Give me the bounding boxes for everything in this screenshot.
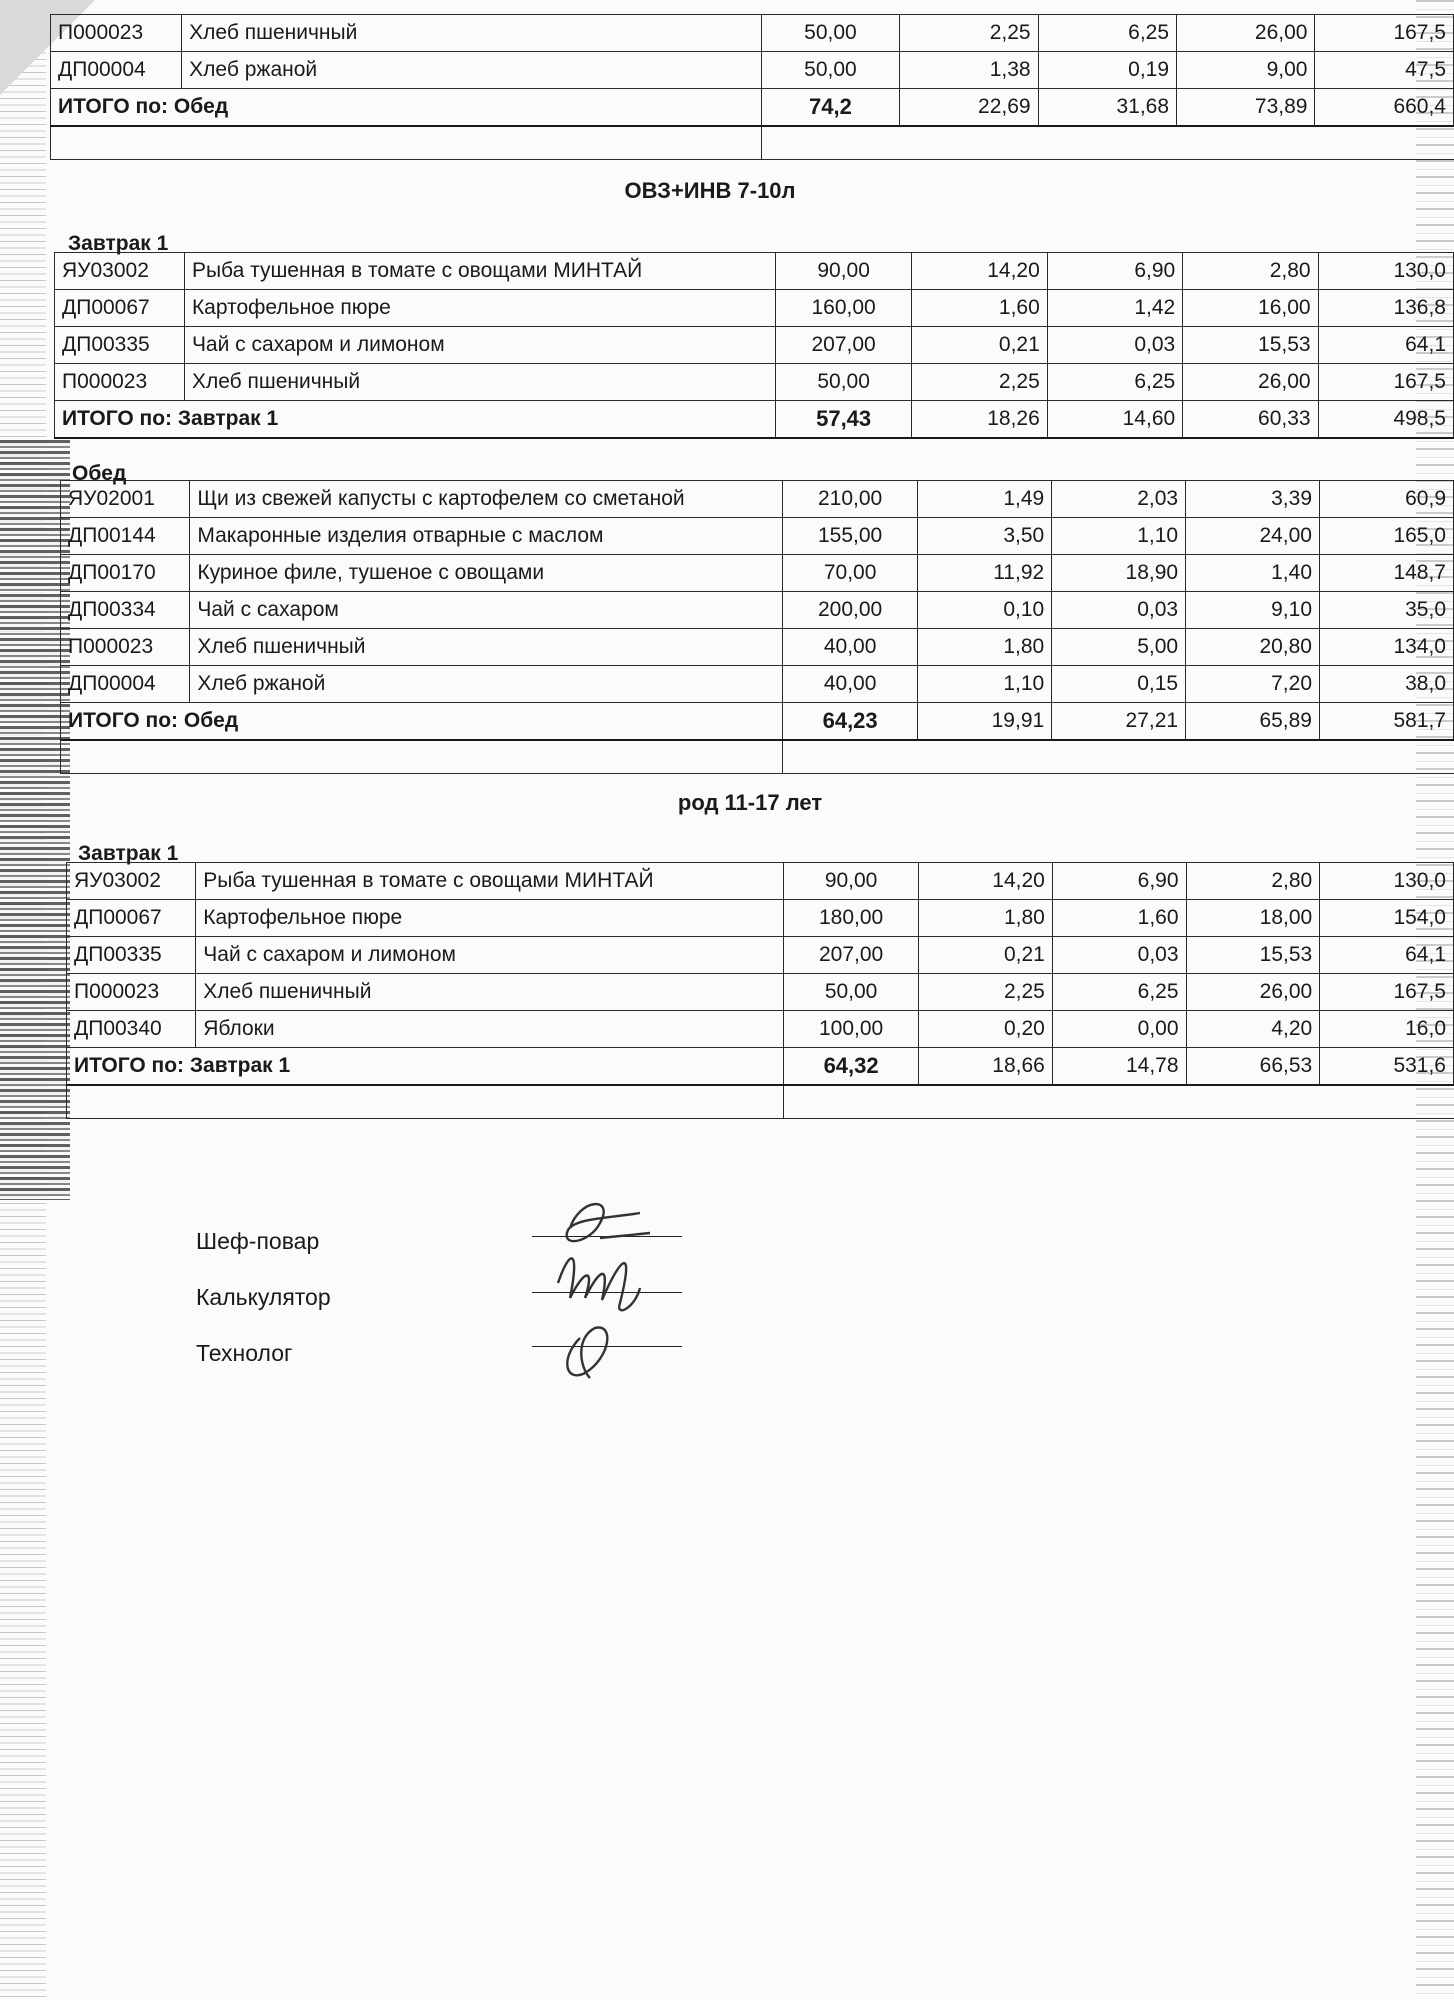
- fat-value: 0,03: [1047, 327, 1182, 364]
- table-row: [55, 290, 1454, 327]
- fat-value: 1,42: [1047, 290, 1182, 327]
- weight-value: 50,00: [775, 364, 912, 401]
- protein-value: 1,38: [900, 52, 1038, 89]
- item-name: Картофельное пюре: [196, 900, 784, 937]
- energy-value: 134,0: [1320, 629, 1454, 666]
- energy-value: 35,0: [1320, 592, 1454, 629]
- energy-value: 167,5: [1320, 974, 1454, 1011]
- protein-value: 14,20: [912, 253, 1047, 290]
- weight-value: 50,00: [761, 52, 899, 89]
- weight-value: 90,00: [775, 253, 912, 290]
- table-row: [67, 1011, 1454, 1048]
- table-row: [61, 481, 1454, 518]
- item-name: Чай с сахаром и лимоном: [184, 327, 775, 364]
- fat-value: 6,90: [1047, 253, 1182, 290]
- energy-value: 136,8: [1318, 290, 1453, 327]
- item-name: Чай с сахаром и лимоном: [196, 937, 784, 974]
- table-row: [61, 555, 1454, 592]
- carbs-value: 7,20: [1186, 666, 1320, 703]
- table-section2-lunch: [60, 480, 1454, 774]
- item-name: Хлеб пшеничный: [182, 15, 762, 52]
- weight-value: 155,00: [782, 518, 917, 555]
- energy-value: 130,0: [1320, 863, 1454, 900]
- section-title: ОВЗ+ИНВ 7-10л: [624, 178, 796, 203]
- fat-value: 1,60: [1052, 900, 1186, 937]
- carbs-value: 9,00: [1177, 52, 1315, 89]
- fat-value: 2,03: [1052, 481, 1186, 518]
- protein-value: 11,92: [918, 555, 1052, 592]
- protein-value: 1,80: [918, 629, 1052, 666]
- energy-value: 64,1: [1318, 327, 1453, 364]
- fat-value: 6,25: [1038, 15, 1176, 52]
- carbs-value: 26,00: [1183, 364, 1318, 401]
- total-row: [55, 401, 1454, 439]
- signature-label-calculator: Калькулятор: [196, 1284, 331, 1310]
- empty-cell: [61, 740, 783, 774]
- empty-cell: [67, 1085, 784, 1119]
- total-protein: 22,69: [900, 89, 1038, 127]
- empty-cell: [784, 1085, 1454, 1119]
- fat-value: 18,90: [1052, 555, 1186, 592]
- total-row: [51, 89, 1454, 127]
- item-name: Чай с сахаром: [190, 592, 783, 629]
- protein-value: 0,21: [919, 937, 1053, 974]
- item-name: Хлеб пшеничный: [196, 974, 784, 1011]
- handwritten-signatures: [540, 1188, 690, 1388]
- weight-value: 40,00: [782, 666, 917, 703]
- table-section3-breakfast: [66, 862, 1454, 1119]
- energy-value: 148,7: [1320, 555, 1454, 592]
- energy-value: 167,5: [1318, 364, 1453, 401]
- item-name: Рыба тушенная в томате с овощами МИНТАЙ: [184, 253, 775, 290]
- table-row: [55, 253, 1454, 290]
- carbs-value: 9,10: [1186, 592, 1320, 629]
- protein-value: 2,25: [919, 974, 1053, 1011]
- total-label: ИТОГО по: Обед: [51, 89, 762, 127]
- carbs-value: 26,00: [1177, 15, 1315, 52]
- total-row: [61, 703, 1454, 741]
- total-weight: 64,32: [784, 1048, 919, 1086]
- item-code: ДП00004: [51, 52, 182, 89]
- table-row: [67, 974, 1454, 1011]
- protein-value: 1,49: [918, 481, 1052, 518]
- item-code: ДП00335: [55, 327, 185, 364]
- item-name: Хлеб ржаной: [190, 666, 783, 703]
- item-name: Яблоки: [196, 1011, 784, 1048]
- carbs-value: 16,00: [1183, 290, 1318, 327]
- protein-value: 0,10: [918, 592, 1052, 629]
- table-row: [67, 863, 1454, 900]
- menu-table: [50, 14, 1454, 160]
- total-energy: 581,7: [1320, 703, 1454, 741]
- carbs-value: 15,53: [1183, 327, 1318, 364]
- total-protein: 18,26: [912, 401, 1047, 439]
- total-fat: 14,78: [1052, 1048, 1186, 1086]
- total-weight: 57,43: [775, 401, 912, 439]
- carbs-value: 24,00: [1186, 518, 1320, 555]
- energy-value: 16,0: [1320, 1011, 1454, 1048]
- carbs-value: 18,00: [1186, 900, 1320, 937]
- fat-value: 6,25: [1047, 364, 1182, 401]
- total-protein: 18,66: [919, 1048, 1053, 1086]
- item-code: ДП00067: [67, 900, 196, 937]
- total-carbs: 65,89: [1186, 703, 1320, 741]
- menu-table: [60, 480, 1454, 774]
- item-code: ДП00340: [67, 1011, 196, 1048]
- carbs-value: 1,40: [1186, 555, 1320, 592]
- weight-value: 200,00: [782, 592, 917, 629]
- meal-title: Обед: [72, 462, 127, 485]
- table-row: [61, 666, 1454, 703]
- item-code: ЯУ03002: [55, 253, 185, 290]
- total-fat: 27,21: [1052, 703, 1186, 741]
- signature-label-chef: Шеф-повар: [196, 1228, 320, 1254]
- item-code: ДП00004: [61, 666, 190, 703]
- signature-calculator: [558, 1258, 640, 1310]
- empty-row: [51, 126, 1454, 160]
- menu-table: [54, 252, 1454, 439]
- empty-cell: [782, 740, 1453, 774]
- total-label: ИТОГО по: Обед: [61, 703, 783, 741]
- signature-label-technologist: Технолог: [196, 1340, 293, 1366]
- weight-value: 207,00: [775, 327, 912, 364]
- total-energy: 660,4: [1315, 89, 1454, 127]
- total-fat: 31,68: [1038, 89, 1176, 127]
- weight-value: 70,00: [782, 555, 917, 592]
- total-protein: 19,91: [918, 703, 1052, 741]
- protein-value: 0,21: [912, 327, 1047, 364]
- total-label: ИТОГО по: Завтрак 1: [67, 1048, 784, 1086]
- item-name: Хлеб пшеничный: [184, 364, 775, 401]
- total-carbs: 66,53: [1186, 1048, 1320, 1086]
- carbs-value: 2,80: [1186, 863, 1320, 900]
- empty-row: [67, 1085, 1454, 1119]
- item-code: ДП00067: [55, 290, 185, 327]
- fat-value: 0,03: [1052, 937, 1186, 974]
- table-block-1: [50, 14, 1454, 160]
- carbs-value: 2,80: [1183, 253, 1318, 290]
- total-fat: 14,60: [1047, 401, 1182, 439]
- fat-value: 1,10: [1052, 518, 1186, 555]
- table-row: [51, 15, 1454, 52]
- energy-value: 130,0: [1318, 253, 1453, 290]
- fat-value: 5,00: [1052, 629, 1186, 666]
- table-row: [61, 518, 1454, 555]
- menu-table: [66, 862, 1454, 1119]
- total-weight: 64,23: [782, 703, 917, 741]
- item-name: Хлеб ржаной: [182, 52, 762, 89]
- table-row: [67, 937, 1454, 974]
- fat-value: 0,00: [1052, 1011, 1186, 1048]
- item-name: Макаронные изделия отварные с маслом: [190, 518, 783, 555]
- carbs-value: 20,80: [1186, 629, 1320, 666]
- item-code: ДП00144: [61, 518, 190, 555]
- weight-value: 40,00: [782, 629, 917, 666]
- empty-cell: [51, 126, 762, 160]
- fat-value: 0,15: [1052, 666, 1186, 703]
- fat-value: 0,19: [1038, 52, 1176, 89]
- table-row: [55, 327, 1454, 364]
- empty-row: [61, 740, 1454, 774]
- item-code: П000023: [51, 15, 182, 52]
- protein-value: 1,80: [919, 900, 1053, 937]
- energy-value: 47,5: [1315, 52, 1454, 89]
- weight-value: 180,00: [784, 900, 919, 937]
- item-code: ЯУ02001: [61, 481, 190, 518]
- item-code: ДП00334: [61, 592, 190, 629]
- item-code: ДП00335: [67, 937, 196, 974]
- protein-value: 0,20: [919, 1011, 1053, 1048]
- item-code: П000023: [55, 364, 185, 401]
- fat-value: 6,90: [1052, 863, 1186, 900]
- protein-value: 1,10: [918, 666, 1052, 703]
- total-row: [67, 1048, 1454, 1086]
- signature-technologist: [567, 1328, 607, 1378]
- carbs-value: 4,20: [1186, 1011, 1320, 1048]
- table-row: [61, 629, 1454, 666]
- protein-value: 2,25: [900, 15, 1038, 52]
- fat-value: 6,25: [1052, 974, 1186, 1011]
- protein-value: 1,60: [912, 290, 1047, 327]
- item-name: Хлеб пшеничный: [190, 629, 783, 666]
- protein-value: 2,25: [912, 364, 1047, 401]
- table-section2-breakfast: [54, 252, 1454, 439]
- empty-cell: [761, 126, 1453, 160]
- table-row: [55, 364, 1454, 401]
- table-row: [51, 52, 1454, 89]
- total-energy: 498,5: [1318, 401, 1453, 439]
- weight-value: 90,00: [784, 863, 919, 900]
- section-title: род 11-17 лет: [677, 790, 823, 815]
- energy-value: 64,1: [1320, 937, 1454, 974]
- protein-value: 3,50: [918, 518, 1052, 555]
- weight-value: 210,00: [782, 481, 917, 518]
- total-energy: 531,6: [1320, 1048, 1454, 1086]
- energy-value: 38,0: [1320, 666, 1454, 703]
- meal-title: Завтрак 1: [68, 232, 169, 255]
- weight-value: 50,00: [761, 15, 899, 52]
- carbs-value: 3,39: [1186, 481, 1320, 518]
- meal-title: Завтрак 1: [78, 842, 179, 865]
- protein-value: 14,20: [919, 863, 1053, 900]
- weight-value: 207,00: [784, 937, 919, 974]
- energy-value: 167,5: [1315, 15, 1454, 52]
- table-row: [67, 900, 1454, 937]
- total-weight: 74,2: [761, 89, 899, 127]
- signature-chef: [567, 1204, 650, 1241]
- carbs-value: 26,00: [1186, 974, 1320, 1011]
- weight-value: 50,00: [784, 974, 919, 1011]
- item-code: ДП00170: [61, 555, 190, 592]
- item-name: Куриное филе, тушеное с овощами: [190, 555, 783, 592]
- item-name: Картофельное пюре: [184, 290, 775, 327]
- carbs-value: 15,53: [1186, 937, 1320, 974]
- energy-value: 154,0: [1320, 900, 1454, 937]
- item-code: П000023: [61, 629, 190, 666]
- item-code: ЯУ03002: [67, 863, 196, 900]
- item-name: Рыба тушенная в томате с овощами МИНТАЙ: [196, 863, 784, 900]
- weight-value: 100,00: [784, 1011, 919, 1048]
- weight-value: 160,00: [775, 290, 912, 327]
- total-label: ИТОГО по: Завтрак 1: [55, 401, 776, 439]
- total-carbs: 73,89: [1177, 89, 1315, 127]
- item-name: Щи из свежей капусты с картофелем со сметаной: [190, 481, 783, 518]
- energy-value: 165,0: [1320, 518, 1454, 555]
- energy-value: 60,9: [1320, 481, 1454, 518]
- item-code: П000023: [67, 974, 196, 1011]
- fat-value: 0,03: [1052, 592, 1186, 629]
- total-carbs: 60,33: [1183, 401, 1318, 439]
- table-row: [61, 592, 1454, 629]
